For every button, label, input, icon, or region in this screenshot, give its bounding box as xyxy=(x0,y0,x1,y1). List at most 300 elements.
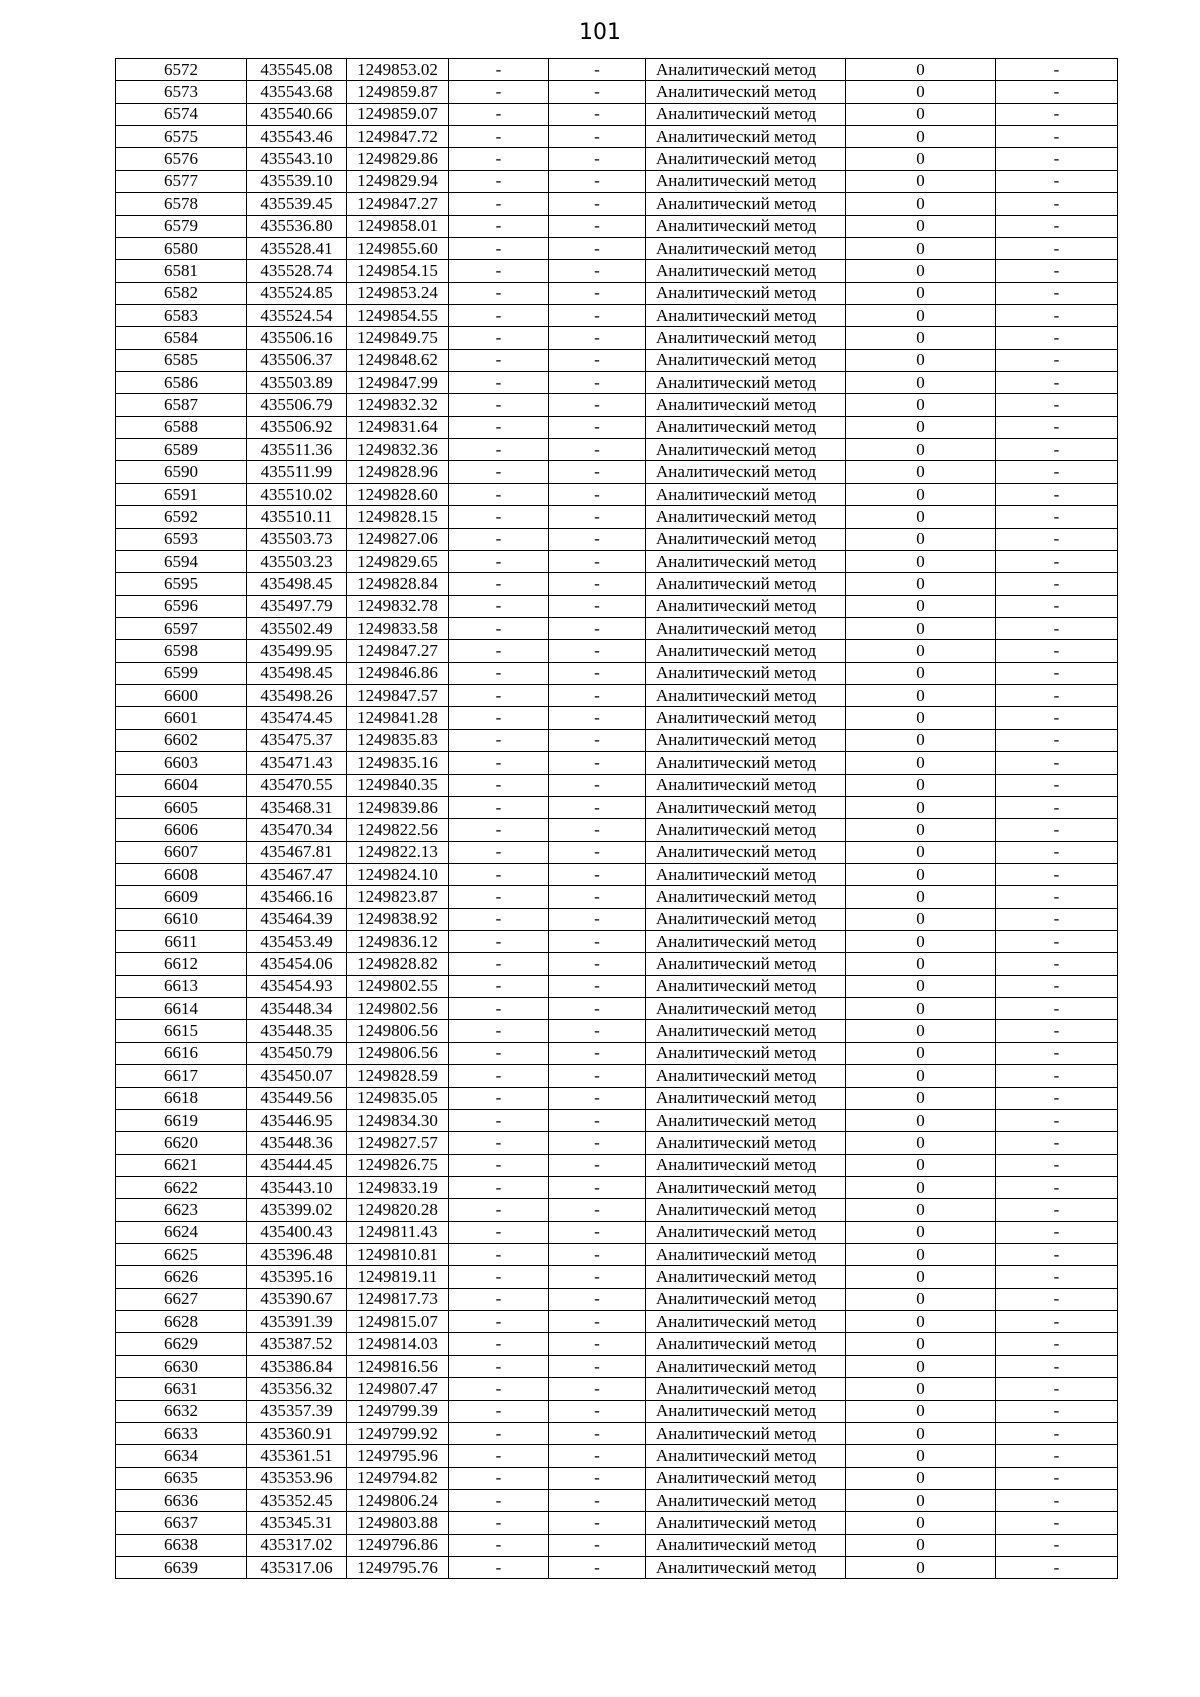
dash-cell-b: - xyxy=(549,886,646,908)
error-value-cell: 0 xyxy=(846,707,996,729)
table-row xyxy=(116,1490,1118,1512)
dash-cell-c: - xyxy=(996,886,1118,908)
dash-cell-a: - xyxy=(449,1087,549,1109)
dash-cell-b: - xyxy=(549,282,646,304)
dash-cell-b: - xyxy=(549,975,646,997)
dash-cell-a: - xyxy=(449,550,549,572)
dash-cell-a: - xyxy=(449,1132,549,1154)
point-number-cell: 6578 xyxy=(116,193,247,215)
dash-cell-b: - xyxy=(549,685,646,707)
dash-cell-b: - xyxy=(549,1467,646,1489)
dash-cell-a: - xyxy=(449,1154,549,1176)
table-row xyxy=(116,707,1118,729)
y-coordinate-cell: 1249849.75 xyxy=(347,327,449,349)
method-cell: Аналитический метод xyxy=(646,528,846,550)
dash-cell-c: - xyxy=(996,1445,1118,1467)
dash-cell-c: - xyxy=(996,975,1118,997)
x-coordinate-cell: 435317.02 xyxy=(247,1534,347,1556)
x-coordinate-cell: 435466.16 xyxy=(247,886,347,908)
y-coordinate-cell: 1249858.01 xyxy=(347,215,449,237)
table-row xyxy=(116,1020,1118,1042)
dash-cell-c: - xyxy=(996,506,1118,528)
x-coordinate-cell: 435448.34 xyxy=(247,998,347,1020)
table-row xyxy=(116,573,1118,595)
dash-cell-a: - xyxy=(449,774,549,796)
error-value-cell: 0 xyxy=(846,1400,996,1422)
table-row xyxy=(116,260,1118,282)
method-cell: Аналитический метод xyxy=(646,752,846,774)
dash-cell-a: - xyxy=(449,841,549,863)
dash-cell-b: - xyxy=(549,1244,646,1266)
y-coordinate-cell: 1249831.64 xyxy=(347,416,449,438)
error-value-cell: 0 xyxy=(846,461,996,483)
dash-cell-b: - xyxy=(549,1288,646,1310)
y-coordinate-cell: 1249828.15 xyxy=(347,506,449,528)
dash-cell-b: - xyxy=(549,1065,646,1087)
dash-cell-c: - xyxy=(996,148,1118,170)
y-coordinate-cell: 1249827.57 xyxy=(347,1132,449,1154)
table-row xyxy=(116,126,1118,148)
error-value-cell: 0 xyxy=(846,886,996,908)
dash-cell-a: - xyxy=(449,103,549,125)
dash-cell-b: - xyxy=(549,148,646,170)
table-row xyxy=(116,372,1118,394)
y-coordinate-cell: 1249836.12 xyxy=(347,931,449,953)
page-number: 101 xyxy=(579,20,621,45)
error-value-cell: 0 xyxy=(846,640,996,662)
error-value-cell: 0 xyxy=(846,796,996,818)
error-value-cell: 0 xyxy=(846,1065,996,1087)
table-row xyxy=(116,193,1118,215)
dash-cell-b: - xyxy=(549,103,646,125)
method-cell: Аналитический метод xyxy=(646,193,846,215)
y-coordinate-cell: 1249823.87 xyxy=(347,886,449,908)
method-cell: Аналитический метод xyxy=(646,685,846,707)
error-value-cell: 0 xyxy=(846,1378,996,1400)
method-cell: Аналитический метод xyxy=(646,1087,846,1109)
dash-cell-c: - xyxy=(996,908,1118,930)
table-row xyxy=(116,1176,1118,1198)
x-coordinate-cell: 435317.06 xyxy=(247,1557,347,1579)
table-row xyxy=(116,1109,1118,1131)
x-coordinate-cell: 435543.68 xyxy=(247,81,347,103)
dash-cell-c: - xyxy=(996,1176,1118,1198)
error-value-cell: 0 xyxy=(846,1467,996,1489)
dash-cell-a: - xyxy=(449,327,549,349)
dash-cell-b: - xyxy=(549,349,646,371)
dash-cell-a: - xyxy=(449,416,549,438)
y-coordinate-cell: 1249847.27 xyxy=(347,640,449,662)
method-cell: Аналитический метод xyxy=(646,729,846,751)
point-number-cell: 6628 xyxy=(116,1311,247,1333)
dash-cell-a: - xyxy=(449,215,549,237)
table-row xyxy=(116,1042,1118,1064)
dash-cell-b: - xyxy=(549,998,646,1020)
method-cell: Аналитический метод xyxy=(646,1065,846,1087)
dash-cell-a: - xyxy=(449,59,549,81)
dash-cell-a: - xyxy=(449,662,549,684)
method-cell: Аналитический метод xyxy=(646,1176,846,1198)
dash-cell-b: - xyxy=(549,707,646,729)
dash-cell-b: - xyxy=(549,841,646,863)
point-number-cell: 6584 xyxy=(116,327,247,349)
dash-cell-a: - xyxy=(449,1378,549,1400)
error-value-cell: 0 xyxy=(846,1042,996,1064)
dash-cell-c: - xyxy=(996,1534,1118,1556)
method-cell: Аналитический метод xyxy=(646,662,846,684)
x-coordinate-cell: 435510.11 xyxy=(247,506,347,528)
error-value-cell: 0 xyxy=(846,260,996,282)
x-coordinate-cell: 435356.32 xyxy=(247,1378,347,1400)
dash-cell-a: - xyxy=(449,1266,549,1288)
dash-cell-b: - xyxy=(549,170,646,192)
dash-cell-b: - xyxy=(549,416,646,438)
method-cell: Аналитический метод xyxy=(646,998,846,1020)
dash-cell-c: - xyxy=(996,103,1118,125)
method-cell: Аналитический метод xyxy=(646,774,846,796)
method-cell: Аналитический метод xyxy=(646,707,846,729)
method-cell: Аналитический метод xyxy=(646,260,846,282)
dash-cell-b: - xyxy=(549,483,646,505)
method-cell: Аналитический метод xyxy=(646,237,846,259)
dash-cell-a: - xyxy=(449,1042,549,1064)
x-coordinate-cell: 435390.67 xyxy=(247,1288,347,1310)
dash-cell-c: - xyxy=(996,1355,1118,1377)
error-value-cell: 0 xyxy=(846,863,996,885)
dash-cell-c: - xyxy=(996,372,1118,394)
y-coordinate-cell: 1249824.10 xyxy=(347,863,449,885)
error-value-cell: 0 xyxy=(846,170,996,192)
y-coordinate-cell: 1249834.30 xyxy=(347,1109,449,1131)
x-coordinate-cell: 435471.43 xyxy=(247,752,347,774)
x-coordinate-cell: 435396.48 xyxy=(247,1244,347,1266)
x-coordinate-cell: 435400.43 xyxy=(247,1221,347,1243)
dash-cell-a: - xyxy=(449,617,549,639)
dash-cell-c: - xyxy=(996,461,1118,483)
y-coordinate-cell: 1249853.02 xyxy=(347,59,449,81)
dash-cell-b: - xyxy=(549,573,646,595)
y-coordinate-cell: 1249828.82 xyxy=(347,953,449,975)
dash-cell-b: - xyxy=(549,752,646,774)
y-coordinate-cell: 1249829.65 xyxy=(347,550,449,572)
error-value-cell: 0 xyxy=(846,372,996,394)
dash-cell-a: - xyxy=(449,886,549,908)
dash-cell-b: - xyxy=(549,1422,646,1444)
error-value-cell: 0 xyxy=(846,1557,996,1579)
point-number-cell: 6637 xyxy=(116,1512,247,1534)
error-value-cell: 0 xyxy=(846,1176,996,1198)
point-number-cell: 6616 xyxy=(116,1042,247,1064)
point-number-cell: 6600 xyxy=(116,685,247,707)
point-number-cell: 6599 xyxy=(116,662,247,684)
dash-cell-c: - xyxy=(996,1333,1118,1355)
dash-cell-a: - xyxy=(449,282,549,304)
y-coordinate-cell: 1249833.58 xyxy=(347,617,449,639)
x-coordinate-cell: 435450.07 xyxy=(247,1065,347,1087)
method-cell: Аналитический метод xyxy=(646,1154,846,1176)
table-row xyxy=(116,1154,1118,1176)
point-number-cell: 6630 xyxy=(116,1355,247,1377)
method-cell: Аналитический метод xyxy=(646,1288,846,1310)
dash-cell-c: - xyxy=(996,416,1118,438)
dash-cell-a: - xyxy=(449,372,549,394)
error-value-cell: 0 xyxy=(846,953,996,975)
x-coordinate-cell: 435539.10 xyxy=(247,170,347,192)
dash-cell-b: - xyxy=(549,215,646,237)
dash-cell-a: - xyxy=(449,1534,549,1556)
y-coordinate-cell: 1249799.92 xyxy=(347,1422,449,1444)
x-coordinate-cell: 435528.74 xyxy=(247,260,347,282)
dash-cell-a: - xyxy=(449,863,549,885)
dash-cell-b: - xyxy=(549,1311,646,1333)
point-number-cell: 6593 xyxy=(116,528,247,550)
y-coordinate-cell: 1249859.07 xyxy=(347,103,449,125)
y-coordinate-cell: 1249847.72 xyxy=(347,126,449,148)
x-coordinate-cell: 435399.02 xyxy=(247,1199,347,1221)
error-value-cell: 0 xyxy=(846,103,996,125)
dash-cell-c: - xyxy=(996,349,1118,371)
error-value-cell: 0 xyxy=(846,148,996,170)
error-value-cell: 0 xyxy=(846,215,996,237)
error-value-cell: 0 xyxy=(846,1221,996,1243)
table-row xyxy=(116,908,1118,930)
dash-cell-a: - xyxy=(449,729,549,751)
dash-cell-c: - xyxy=(996,1422,1118,1444)
error-value-cell: 0 xyxy=(846,931,996,953)
x-coordinate-cell: 435540.66 xyxy=(247,103,347,125)
method-cell: Аналитический метод xyxy=(646,483,846,505)
error-value-cell: 0 xyxy=(846,193,996,215)
dash-cell-b: - xyxy=(549,506,646,528)
x-coordinate-cell: 435352.45 xyxy=(247,1490,347,1512)
method-cell: Аналитический метод xyxy=(646,595,846,617)
table-row xyxy=(116,1087,1118,1109)
dash-cell-a: - xyxy=(449,304,549,326)
point-number-cell: 6625 xyxy=(116,1244,247,1266)
error-value-cell: 0 xyxy=(846,1355,996,1377)
dash-cell-c: - xyxy=(996,81,1118,103)
dash-cell-c: - xyxy=(996,126,1118,148)
table-row xyxy=(116,796,1118,818)
dash-cell-a: - xyxy=(449,573,549,595)
dash-cell-b: - xyxy=(549,372,646,394)
method-cell: Аналитический метод xyxy=(646,59,846,81)
dash-cell-c: - xyxy=(996,729,1118,751)
error-value-cell: 0 xyxy=(846,573,996,595)
error-value-cell: 0 xyxy=(846,1333,996,1355)
dash-cell-a: - xyxy=(449,1445,549,1467)
table-row xyxy=(116,1557,1118,1579)
dash-cell-c: - xyxy=(996,1266,1118,1288)
dash-cell-b: - xyxy=(549,1221,646,1243)
method-cell: Аналитический метод xyxy=(646,170,846,192)
dash-cell-a: - xyxy=(449,707,549,729)
dash-cell-b: - xyxy=(549,59,646,81)
table-row xyxy=(116,103,1118,125)
y-coordinate-cell: 1249828.59 xyxy=(347,1065,449,1087)
x-coordinate-cell: 435387.52 xyxy=(247,1333,347,1355)
table-body xyxy=(116,59,1118,1579)
method-cell: Аналитический метод xyxy=(646,841,846,863)
table-row xyxy=(116,998,1118,1020)
table-row xyxy=(116,416,1118,438)
dash-cell-a: - xyxy=(449,1311,549,1333)
dash-cell-b: - xyxy=(549,304,646,326)
point-number-cell: 6638 xyxy=(116,1534,247,1556)
dash-cell-c: - xyxy=(996,1557,1118,1579)
y-coordinate-cell: 1249848.62 xyxy=(347,349,449,371)
y-coordinate-cell: 1249822.13 xyxy=(347,841,449,863)
method-cell: Аналитический метод xyxy=(646,931,846,953)
method-cell: Аналитический метод xyxy=(646,908,846,930)
dash-cell-c: - xyxy=(996,260,1118,282)
error-value-cell: 0 xyxy=(846,1534,996,1556)
dash-cell-b: - xyxy=(549,1132,646,1154)
dash-cell-a: - xyxy=(449,237,549,259)
table-row xyxy=(116,483,1118,505)
dash-cell-b: - xyxy=(549,1042,646,1064)
table-row xyxy=(116,215,1118,237)
dash-cell-c: - xyxy=(996,640,1118,662)
table-row xyxy=(116,1512,1118,1534)
dash-cell-b: - xyxy=(549,796,646,818)
method-cell: Аналитический метод xyxy=(646,1467,846,1489)
method-cell: Аналитический метод xyxy=(646,372,846,394)
y-coordinate-cell: 1249806.56 xyxy=(347,1020,449,1042)
x-coordinate-cell: 435502.49 xyxy=(247,617,347,639)
dash-cell-b: - xyxy=(549,439,646,461)
dash-cell-c: - xyxy=(996,170,1118,192)
dash-cell-a: - xyxy=(449,1490,549,1512)
y-coordinate-cell: 1249832.78 xyxy=(347,595,449,617)
error-value-cell: 0 xyxy=(846,617,996,639)
dash-cell-c: - xyxy=(996,1087,1118,1109)
y-coordinate-cell: 1249847.57 xyxy=(347,685,449,707)
point-number-cell: 6603 xyxy=(116,752,247,774)
dash-cell-b: - xyxy=(549,461,646,483)
table-row xyxy=(116,528,1118,550)
point-number-cell: 6613 xyxy=(116,975,247,997)
method-cell: Аналитический метод xyxy=(646,1042,846,1064)
y-coordinate-cell: 1249835.83 xyxy=(347,729,449,751)
x-coordinate-cell: 435498.26 xyxy=(247,685,347,707)
dash-cell-c: - xyxy=(996,1154,1118,1176)
x-coordinate-cell: 435528.41 xyxy=(247,237,347,259)
x-coordinate-cell: 435453.49 xyxy=(247,931,347,953)
y-coordinate-cell: 1249827.06 xyxy=(347,528,449,550)
error-value-cell: 0 xyxy=(846,349,996,371)
method-cell: Аналитический метод xyxy=(646,103,846,125)
dash-cell-a: - xyxy=(449,81,549,103)
y-coordinate-cell: 1249795.76 xyxy=(347,1557,449,1579)
dash-cell-b: - xyxy=(549,953,646,975)
point-number-cell: 6587 xyxy=(116,394,247,416)
table-row xyxy=(116,863,1118,885)
table-row xyxy=(116,148,1118,170)
error-value-cell: 0 xyxy=(846,975,996,997)
x-coordinate-cell: 435357.39 xyxy=(247,1400,347,1422)
error-value-cell: 0 xyxy=(846,729,996,751)
x-coordinate-cell: 435443.10 xyxy=(247,1176,347,1198)
y-coordinate-cell: 1249854.55 xyxy=(347,304,449,326)
dash-cell-c: - xyxy=(996,752,1118,774)
dash-cell-b: - xyxy=(549,528,646,550)
method-cell: Аналитический метод xyxy=(646,1512,846,1534)
point-number-cell: 6624 xyxy=(116,1221,247,1243)
x-coordinate-cell: 435470.55 xyxy=(247,774,347,796)
dash-cell-c: - xyxy=(996,863,1118,885)
dash-cell-a: - xyxy=(449,148,549,170)
method-cell: Аналитический метод xyxy=(646,796,846,818)
dash-cell-c: - xyxy=(996,394,1118,416)
dash-cell-b: - xyxy=(549,1378,646,1400)
table-row xyxy=(116,1378,1118,1400)
dash-cell-b: - xyxy=(549,774,646,796)
dash-cell-b: - xyxy=(549,1400,646,1422)
dash-cell-a: - xyxy=(449,1467,549,1489)
dash-cell-a: - xyxy=(449,1512,549,1534)
dash-cell-a: - xyxy=(449,1288,549,1310)
method-cell: Аналитический метод xyxy=(646,327,846,349)
point-number-cell: 6590 xyxy=(116,461,247,483)
dash-cell-c: - xyxy=(996,59,1118,81)
dash-cell-b: - xyxy=(549,1266,646,1288)
dash-cell-b: - xyxy=(549,1176,646,1198)
y-coordinate-cell: 1249832.36 xyxy=(347,439,449,461)
dash-cell-c: - xyxy=(996,819,1118,841)
dash-cell-c: - xyxy=(996,1221,1118,1243)
y-coordinate-cell: 1249817.73 xyxy=(347,1288,449,1310)
dash-cell-b: - xyxy=(549,237,646,259)
dash-cell-b: - xyxy=(549,327,646,349)
y-coordinate-cell: 1249828.84 xyxy=(347,573,449,595)
point-number-cell: 6576 xyxy=(116,148,247,170)
point-number-cell: 6614 xyxy=(116,998,247,1020)
table-row xyxy=(116,81,1118,103)
table-row xyxy=(116,617,1118,639)
table-row xyxy=(116,729,1118,751)
method-cell: Аналитический метод xyxy=(646,886,846,908)
error-value-cell: 0 xyxy=(846,1266,996,1288)
table-row xyxy=(116,1132,1118,1154)
dash-cell-b: - xyxy=(549,640,646,662)
method-cell: Аналитический метод xyxy=(646,863,846,885)
point-number-cell: 6604 xyxy=(116,774,247,796)
y-coordinate-cell: 1249847.99 xyxy=(347,372,449,394)
dash-cell-b: - xyxy=(549,1109,646,1131)
table-row xyxy=(116,819,1118,841)
dash-cell-a: - xyxy=(449,483,549,505)
y-coordinate-cell: 1249815.07 xyxy=(347,1311,449,1333)
dash-cell-c: - xyxy=(996,327,1118,349)
x-coordinate-cell: 435391.39 xyxy=(247,1311,347,1333)
x-coordinate-cell: 435464.39 xyxy=(247,908,347,930)
x-coordinate-cell: 435506.37 xyxy=(247,349,347,371)
point-number-cell: 6580 xyxy=(116,237,247,259)
error-value-cell: 0 xyxy=(846,506,996,528)
y-coordinate-cell: 1249847.27 xyxy=(347,193,449,215)
dash-cell-a: - xyxy=(449,640,549,662)
point-number-cell: 6618 xyxy=(116,1087,247,1109)
dash-cell-b: - xyxy=(549,931,646,953)
dash-cell-c: - xyxy=(996,685,1118,707)
dash-cell-c: - xyxy=(996,439,1118,461)
dash-cell-a: - xyxy=(449,1244,549,1266)
dash-cell-c: - xyxy=(996,550,1118,572)
x-coordinate-cell: 435503.23 xyxy=(247,550,347,572)
method-cell: Аналитический метод xyxy=(646,1132,846,1154)
table-row xyxy=(116,1333,1118,1355)
